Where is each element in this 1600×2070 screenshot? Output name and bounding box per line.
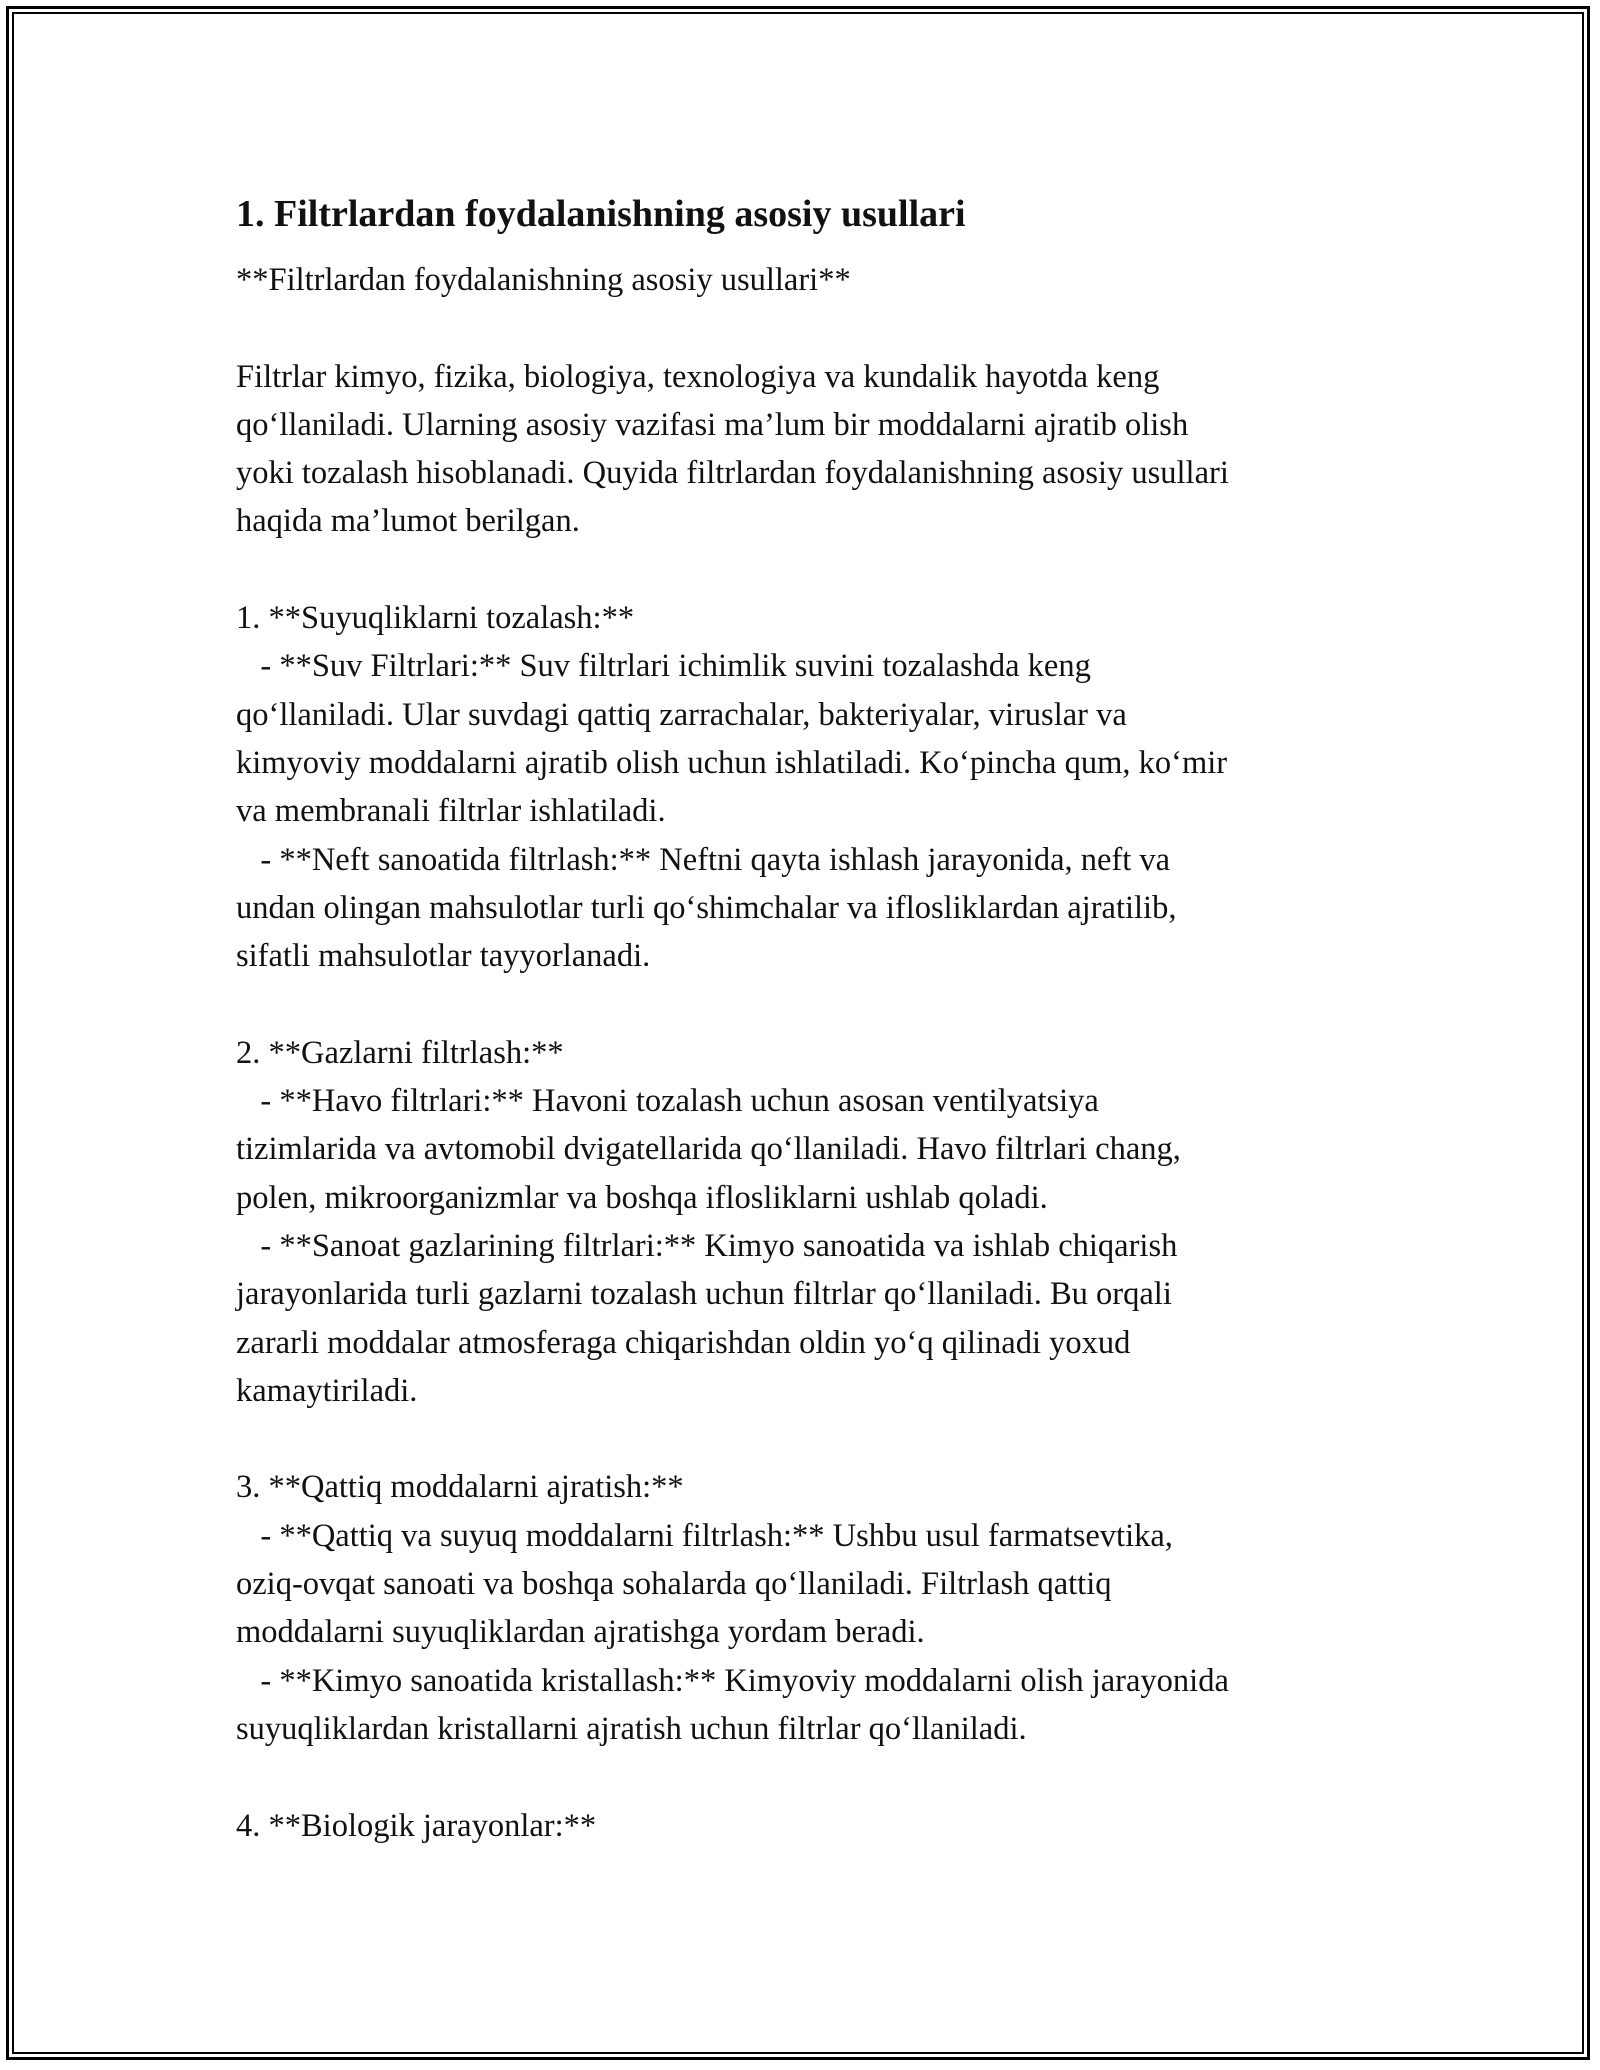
text-line: zararli moddalar atmosferaga chiqarishdan oldin yo‘q qilinadi yoxud: [236, 1324, 1131, 1361]
text-line: sifatli mahsulotlar tayyorlanadi.: [236, 938, 651, 975]
text-line: kamaytiriladi.: [236, 1372, 418, 1409]
text-line: va membranali filtrlar ishlatiladi.: [236, 793, 666, 830]
text-line: 3. **Qattiq moddalarni ajratish:**: [236, 1469, 684, 1506]
blank-line: [236, 980, 1366, 1028]
blank-line: [236, 304, 1366, 352]
document-body: [236, 256, 1366, 1850]
text-line: undan olingan mahsulotlar turli qo‘shimchalar va iflosliklardan ajratilib,: [236, 889, 1177, 926]
document-title: 1. Filtrlardan foydalanishning asosiy usullari: [236, 193, 966, 235]
text-line: Filtrlar kimyo, fizika, biologiya, texnologiya va kundalik hayotda keng: [236, 358, 1160, 395]
text-line: qo‘llaniladi. Ular suvdagi qattiq zarrachalar, bakteriyalar, viruslar va: [236, 696, 1127, 733]
text-line: moddalarni suyuqliklardan ajratishga yordam beradi.: [236, 1614, 925, 1651]
text-line: suyuqliklardan kristallarni ajratish uchun filtrlar qo‘llaniladi.: [236, 1710, 1027, 1747]
text-line: - **Qattiq va suyuq moddalarni filtrlash:** Ushbu usul farmatsevtika,: [236, 1517, 1173, 1554]
text-line: - **Sanoat gazlarining filtrlari:** Kimyo sanoatida va ishlab chiqarish: [236, 1227, 1178, 1264]
text-line: **Filtrlardan foydalanishning asosiy usullari**: [236, 262, 851, 298]
text-line: kimyoviy moddalarni ajratib olish uchun ishlatiladi. Ko‘pincha qum, ko‘mir: [236, 744, 1228, 781]
text-line: - **Kimyo sanoatida kristallash:** Kimyoviy moddalarni olish jarayonida: [236, 1662, 1229, 1699]
text-line: haqida ma’lumot berilgan.: [236, 503, 580, 540]
text-line: 1. **Suyuqliklarni tozalash:**: [236, 600, 635, 637]
text-line: 2. **Gazlarni filtrlash:**: [236, 1034, 564, 1071]
text-line: qo‘llaniladi. Ularning asosiy vazifasi ma’lum bir moddalarni ajratib olish: [236, 406, 1189, 443]
text-line: yoki tozalash hisoblanadi. Quyida filtrlardan foydalanishning asosiy usullari: [236, 455, 1229, 492]
blank-line: [236, 546, 1366, 594]
text-line: tizimlarida va avtomobil dvigatellarida qo‘llaniladi. Havo filtrlari chang,: [236, 1131, 1181, 1168]
blank-line: [236, 1753, 1366, 1801]
text-line: - **Suv Filtrlari:** Suv filtrlari ichimlik suvini tozalashda keng: [236, 648, 1091, 685]
text-line: jarayonlarida turli gazlarni tozalash uchun filtrlar qo‘llaniladi. Bu orqali: [236, 1276, 1172, 1313]
blank-line: [236, 1415, 1366, 1463]
text-line: - **Havo filtrlari:** Havoni tozalash uchun asosan ventilyatsiya: [236, 1083, 1099, 1120]
text-line: - **Neft sanoatida filtrlash:** Neftni qayta ishlash jarayonida, neft va: [236, 841, 1171, 878]
text-line: 4. **Biologik jarayonlar:**: [236, 1807, 597, 1844]
text-line: oziq-ovqat sanoati va boshqa sohalarda qo‘llaniladi. Filtrlash qattiq: [236, 1566, 1112, 1603]
document-page: [236, 186, 1366, 1850]
text-line: polen, mikroorganizmlar va boshqa iflosliklarni ushlab qoladi.: [236, 1179, 1048, 1216]
